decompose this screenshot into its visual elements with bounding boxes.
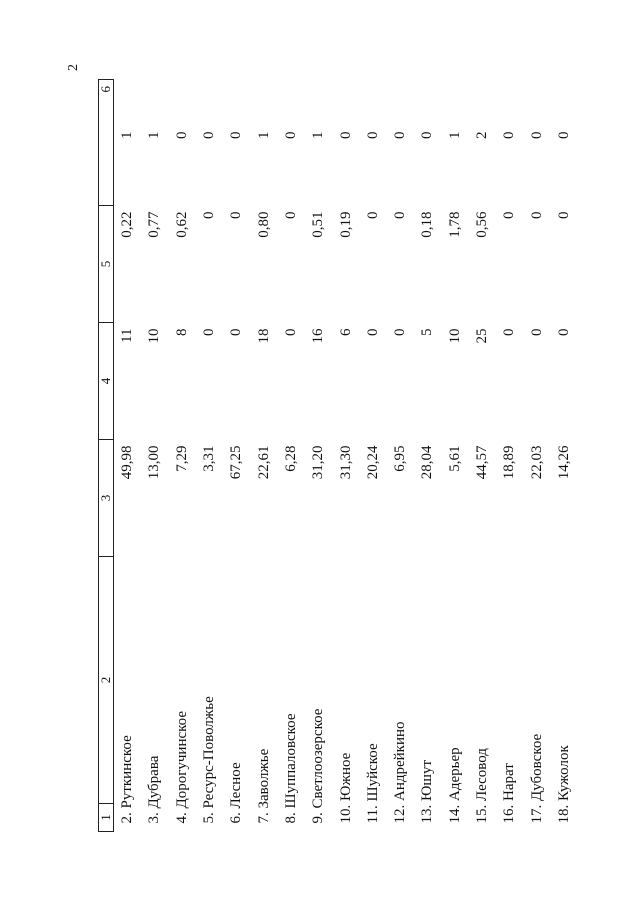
cell-col-4: 0 xyxy=(555,328,572,336)
header-col-6: 6 xyxy=(99,80,114,206)
table-row xyxy=(496,80,523,832)
cell-col-3: 5,61 xyxy=(446,445,463,472)
cell-name: 12. Андрейкино xyxy=(392,721,409,824)
cell-col-4: 5 xyxy=(419,328,436,336)
cell-col-3: 44,57 xyxy=(474,445,490,480)
cell-col-3: 22,61 xyxy=(255,445,272,480)
table-header xyxy=(99,80,114,832)
header-col-3: 3 xyxy=(99,440,114,557)
cell-col-4: 6 xyxy=(337,328,354,336)
cell-col-6: 1 xyxy=(446,131,463,139)
cell-name: 9. Светлоозерское xyxy=(310,708,327,824)
cell-col-3: 67,25 xyxy=(228,445,245,480)
cell-col-3: 6,95 xyxy=(392,445,409,472)
table-row xyxy=(387,80,414,832)
cell-col-4: 11 xyxy=(119,328,136,343)
cell-col-6: 0 xyxy=(555,131,572,139)
cell-col-4: 8 xyxy=(173,328,190,336)
cell-name: 17. Дубовское xyxy=(528,733,545,824)
table-row xyxy=(332,80,359,832)
cell-name: 6. Лесное xyxy=(228,762,245,824)
cell-name: 5. Ресурс-Поволжье xyxy=(201,696,218,824)
cell-name: 2. Руткинское xyxy=(119,735,136,824)
cell-name: 16. Нарат xyxy=(501,763,518,824)
cell-col-5: 0 xyxy=(228,211,245,219)
cell-col-5: 0,62 xyxy=(173,211,190,238)
cell-col-4: 10 xyxy=(446,328,463,344)
data-table xyxy=(98,79,578,832)
cell-name: 13. Юшут xyxy=(419,759,436,824)
cell-col-3: 49,98 xyxy=(119,445,136,480)
cell-col-4: 16 xyxy=(310,328,327,344)
cell-col-6: 0 xyxy=(392,131,409,139)
cell-col-4: 0 xyxy=(228,328,245,336)
rotated-table-container xyxy=(98,80,598,832)
cell-col-5: 0 xyxy=(364,211,381,219)
cell-col-4: 0 xyxy=(364,328,381,336)
cell-col-5: 1,78 xyxy=(446,211,463,238)
table-row xyxy=(442,80,469,832)
cell-col-6: 1 xyxy=(146,131,163,139)
cell-col-4: 0 xyxy=(201,328,218,336)
cell-col-3: 31,20 xyxy=(310,445,327,480)
cell-col-5: 0,18 xyxy=(419,211,436,238)
cell-col-3: 6,28 xyxy=(282,445,299,472)
cell-col-4: 0 xyxy=(392,328,409,336)
cell-col-3: 20,24 xyxy=(364,445,381,480)
table-row xyxy=(169,80,196,832)
table-row xyxy=(196,80,223,832)
cell-col-4: 10 xyxy=(146,328,163,344)
cell-col-6: 0 xyxy=(228,131,245,139)
cell-col-3: 7,29 xyxy=(173,445,190,472)
cell-name: 14. Адерьер xyxy=(446,747,463,824)
cell-col-5: 0,19 xyxy=(337,211,354,238)
table-row xyxy=(469,80,496,832)
cell-col-5: 0 xyxy=(282,211,299,219)
table-row xyxy=(551,80,578,832)
cell-name: 4. Дорогучинское xyxy=(173,710,190,824)
table-row xyxy=(223,80,250,832)
cell-col-6: 0 xyxy=(337,131,354,139)
cell-col-5: 0,51 xyxy=(310,211,327,238)
cell-col-3: 18,89 xyxy=(501,445,518,480)
header-col-4: 4 xyxy=(99,323,114,440)
cell-col-4: 0 xyxy=(282,328,299,336)
cell-col-5: 0,56 xyxy=(474,211,490,238)
table-row xyxy=(141,80,168,832)
cell-col-6: 1 xyxy=(255,131,272,139)
cell-col-3: 22,03 xyxy=(528,445,545,480)
table-row xyxy=(523,80,550,832)
table-row xyxy=(305,80,332,832)
cell-name: 7. Заволжье xyxy=(255,748,272,824)
table-row xyxy=(250,80,277,832)
cell-col-6: 0 xyxy=(501,131,518,139)
cell-col-6: 1 xyxy=(310,131,327,139)
cell-name: 15. Лесовод xyxy=(474,748,490,824)
table-row xyxy=(360,80,387,832)
cell-col-4: 0 xyxy=(501,328,518,336)
cell-col-3: 13,00 xyxy=(146,445,163,480)
cell-col-5: 0,77 xyxy=(146,211,163,238)
cell-col-6: 1 xyxy=(119,131,136,139)
cell-name: 11. Шуйское xyxy=(364,743,381,824)
cell-col-3: 14,26 xyxy=(555,445,572,480)
cell-col-5: 0 xyxy=(392,211,409,219)
cell-col-5: 0,22 xyxy=(119,211,136,238)
header-col-5: 5 xyxy=(99,206,114,323)
cell-name: 18. Кужолок xyxy=(555,745,572,824)
cell-col-6: 2 xyxy=(474,131,490,139)
cell-name: 8. Шуппаловское xyxy=(282,713,299,824)
cell-name: 3. Дубрава xyxy=(146,755,163,824)
header-col-2: 2 xyxy=(99,557,114,804)
page-number: 2 xyxy=(66,64,81,71)
cell-col-6: 0 xyxy=(201,131,218,139)
table-body xyxy=(114,80,579,832)
cell-name: 10. Южное xyxy=(337,752,354,824)
cell-col-5: 0 xyxy=(501,211,518,219)
cell-col-3: 3,31 xyxy=(201,445,218,472)
header-row xyxy=(99,80,114,832)
cell-col-6: 0 xyxy=(364,131,381,139)
cell-col-5: 0,80 xyxy=(255,211,272,238)
cell-col-5: 0 xyxy=(201,211,218,219)
cell-col-5: 0 xyxy=(528,211,545,219)
header-col-1: 1 xyxy=(99,804,114,832)
cell-col-6: 0 xyxy=(173,131,190,139)
cell-col-4: 0 xyxy=(528,328,545,336)
table-row xyxy=(278,80,305,832)
table-row xyxy=(114,80,142,832)
cell-col-6: 0 xyxy=(419,131,436,139)
cell-col-6: 0 xyxy=(282,131,299,139)
cell-col-3: 28,04 xyxy=(419,445,436,480)
cell-col-3: 31,30 xyxy=(337,445,354,480)
cell-col-4: 18 xyxy=(255,328,272,344)
cell-col-4: 25 xyxy=(474,328,490,344)
cell-col-5: 0 xyxy=(555,211,572,219)
table-row xyxy=(414,80,441,832)
cell-col-6: 0 xyxy=(528,131,545,139)
